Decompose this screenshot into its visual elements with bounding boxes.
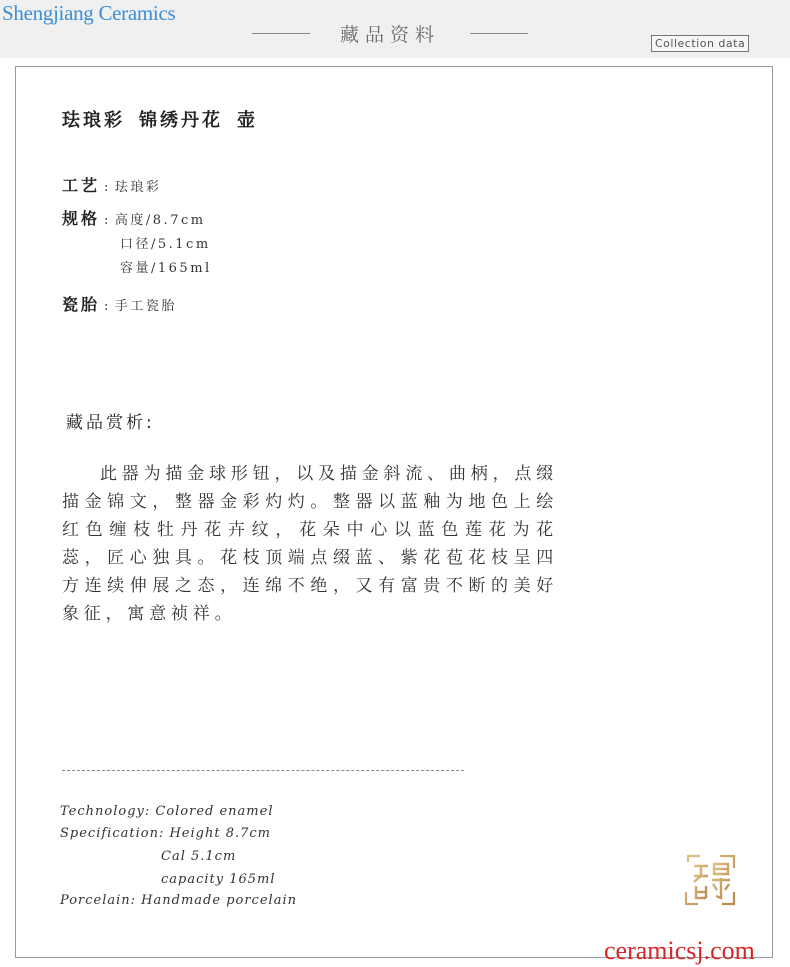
seal-stamp-icon: [682, 852, 738, 908]
en-technology: Technology: Colored enamel: [60, 804, 274, 819]
item-title: [62, 106, 258, 132]
item-title-part2: 锦绣丹花: [139, 110, 223, 131]
analysis-text: 此器为描金球形钮，以及描金斜流、曲柄，点缀描金锦文，整器金彩灼灼。整器以蓝釉为地色上绘红色缠枝牡丹花卉纹，花朵中心以蓝色莲花为花蕊，匠心独具。花枝顶端点缀蓝、紫花苞花枝呈四方连续伸展之态，连绵不绝，又有富贵不断的美好象征，寓意祯祥。: [62, 464, 558, 624]
en-cal: Cal 5.1cm: [161, 849, 237, 864]
collection-data-badge: Collection data: [651, 35, 749, 52]
analysis-title: 藏品赏析:: [66, 413, 155, 433]
spec-caliber: 口径/5.1cm: [120, 237, 211, 252]
watermark-text: ceramicsj.com: [604, 936, 755, 965]
spec-craft-row: 工艺 : 珐琅彩: [62, 176, 162, 195]
en-porcelain: Porcelain: Handmade porcelain: [60, 893, 297, 908]
spec-body-label: 瓷胎: [62, 295, 101, 314]
section-divider: [62, 770, 464, 771]
spec-craft-label: 工艺: [62, 176, 101, 195]
spec-capacity: 容量/165ml: [120, 261, 212, 276]
item-title-part3: 壶: [237, 110, 258, 131]
header-divider-left: [252, 33, 310, 34]
en-capacity: capacity 165ml: [161, 872, 276, 887]
spec-size-label: 规格: [62, 209, 101, 228]
spec-craft-value: 珐琅彩: [114, 180, 162, 195]
spec-body-value: 手工瓷胎: [114, 299, 177, 314]
brand-logo-text: Shengjiang Ceramics: [2, 1, 176, 25]
header-divider-right: [470, 33, 528, 34]
spec-body-row: 瓷胎 : 手工瓷胎: [62, 295, 177, 314]
spec-size-row: 规格 : 高度/8.7cm: [62, 209, 206, 228]
item-title-part1: 珐琅彩: [62, 110, 125, 131]
page-title: 藏品资料: [339, 24, 440, 46]
header-bar: [0, 0, 790, 58]
spec-height: 高度/8.7cm: [114, 213, 206, 228]
en-specification: Specification: Height 8.7cm: [60, 826, 271, 841]
